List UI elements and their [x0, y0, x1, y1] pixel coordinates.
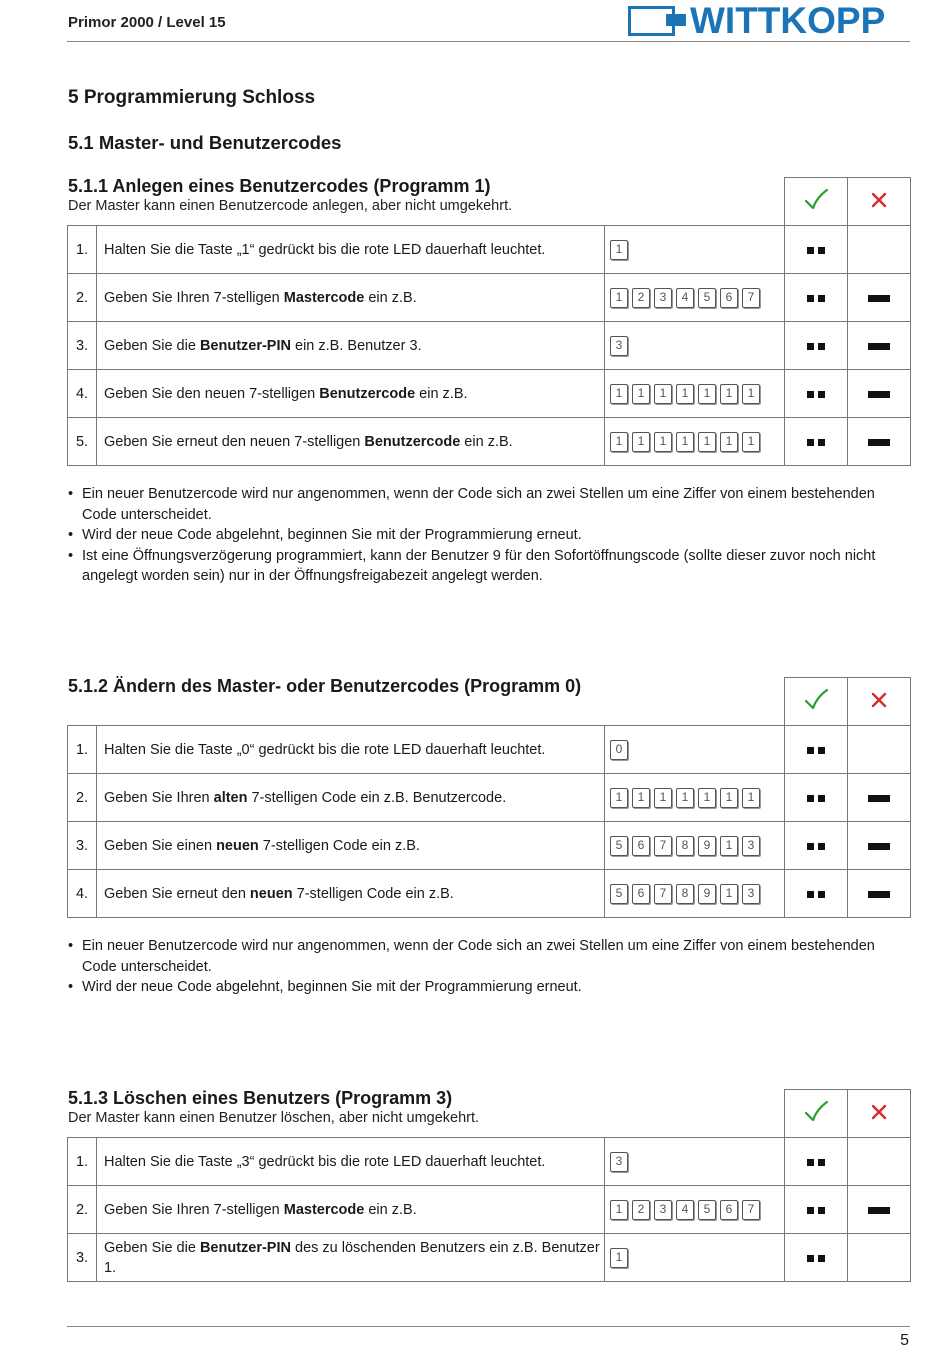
led-blink-icon: [805, 242, 827, 258]
error-signal: [848, 870, 911, 918]
cross-icon: [870, 191, 888, 209]
keypad-key-icon: 7: [654, 884, 672, 904]
success-column-header: [785, 1090, 848, 1138]
keypad-key-icon: 1: [676, 384, 694, 404]
keypad-key-icon: 0: [610, 740, 628, 760]
keypad-sequence: [605, 774, 785, 822]
header-title: Primor 2000 / Level 15: [68, 14, 226, 31]
keypad-key-icon: 2: [632, 288, 650, 308]
keypad-sequence: [605, 1234, 785, 1282]
s3-title: 5.1.3 Löschen eines Benutzers (Programm 3): [68, 1088, 453, 1108]
success-signal: [785, 226, 848, 274]
led-blink-icon: [805, 886, 827, 902]
led-blink-icon: [805, 386, 827, 402]
s1-title: 5.1.1 Anlegen eines Benutzercodes (Programm 1): [68, 176, 491, 196]
keypad-key-icon: 3: [610, 1152, 628, 1172]
step-row: [68, 322, 911, 370]
keypad-key-icon: 4: [676, 288, 694, 308]
step-number: 4.: [68, 870, 97, 918]
led-blink-icon: [805, 338, 827, 354]
error-signal: [848, 1138, 911, 1186]
keypad-key-icon: 3: [610, 336, 628, 356]
keypad-key-icon: 1: [698, 432, 716, 452]
led-long-icon: [868, 795, 890, 802]
error-column-header: [848, 678, 911, 726]
s3-subtitle: Der Master kann einen Benutzer löschen, aber nicht umgekehrt.: [68, 1110, 480, 1126]
keypad-key-icon: 1: [654, 788, 672, 808]
keypad-key-icon: 3: [654, 288, 672, 308]
error-signal: [848, 1234, 911, 1282]
error-signal: [848, 274, 911, 322]
led-long-icon: [868, 843, 890, 850]
error-signal: [848, 726, 911, 774]
note-item: • Wird der neue Code abgelehnt, beginnen Sie mit der Programmierung erneut.: [68, 977, 908, 998]
keypad-key-icon: 7: [742, 288, 760, 308]
error-signal: [848, 418, 911, 466]
footer-divider: [67, 1326, 910, 1327]
keypad-key-icon: 1: [610, 288, 628, 308]
keypad-key-icon: 1: [698, 788, 716, 808]
keypad-key-icon: 1: [610, 1200, 628, 1220]
keypad-key-icon: 5: [698, 1200, 716, 1220]
note-item: • Wird der neue Code abgelehnt, beginnen Sie mit der Programmierung erneut.: [68, 525, 908, 546]
keypad-sequence: [605, 726, 785, 774]
keypad-key-icon: 5: [610, 884, 628, 904]
success-signal: [785, 1138, 848, 1186]
error-column-header: [848, 1090, 911, 1138]
error-signal: [848, 226, 911, 274]
led-blink-icon: [805, 290, 827, 306]
error-column-header: [848, 178, 911, 226]
step-row: [68, 418, 911, 466]
error-signal: [848, 1186, 911, 1234]
step-text: Geben Sie den neuen 7-stelligen Benutzercode ein z.B.: [97, 370, 605, 418]
cross-icon: [870, 1103, 888, 1121]
error-signal: [848, 322, 911, 370]
brand-logo: [628, 0, 886, 41]
step-number: 2.: [68, 274, 97, 322]
keypad-key-icon: 1: [742, 432, 760, 452]
success-signal: [785, 1186, 848, 1234]
step-text: Halten Sie die Taste „0“ gedrückt bis die rote LED dauerhaft leuchtet.: [97, 726, 605, 774]
note-item: • Ein neuer Benutzercode wird nur angenommen, wenn der Code sich an zwei Stellen um eine Ziffer von einem bestehenden Code unterscheidet.: [68, 936, 908, 977]
keypad-sequence: [605, 1138, 785, 1186]
keypad-sequence: [605, 418, 785, 466]
s2-title: 5.1.2 Ändern des Master- oder Benutzercodes (Programm 0): [68, 676, 582, 696]
led-blink-icon: [805, 742, 827, 758]
step-text: Geben Sie Ihren 7-stelligen Mastercode ein z.B.: [97, 274, 605, 322]
keypad-sequence: [605, 1186, 785, 1234]
check-icon: [803, 687, 829, 713]
led-blink-icon: [805, 838, 827, 854]
step-row: [68, 870, 911, 918]
keypad-key-icon: 6: [632, 884, 650, 904]
led-long-icon: [868, 891, 890, 898]
cross-icon: [870, 691, 888, 709]
led-blink-icon: [805, 1202, 827, 1218]
note-item: • Ein neuer Benutzercode wird nur angenommen, wenn der Code sich an zwei Stellen um eine Ziffer von einem bestehenden Code unterscheidet.: [68, 484, 908, 525]
keypad-key-icon: 6: [720, 288, 738, 308]
keypad-key-icon: 1: [676, 788, 694, 808]
success-column-header: [785, 178, 848, 226]
keypad-sequence: [605, 274, 785, 322]
step-text: Halten Sie die Taste „3“ gedrückt bis die rote LED dauerhaft leuchtet.: [97, 1138, 605, 1186]
led-long-icon: [868, 391, 890, 398]
keypad-key-icon: 8: [676, 836, 694, 856]
step-number: 1.: [68, 726, 97, 774]
keypad-key-icon: 1: [632, 788, 650, 808]
step-text: Geben Sie einen neuen 7-stelligen Code ein z.B.: [97, 822, 605, 870]
header-divider: [67, 41, 910, 42]
note-item: • Ist eine Öffnungsverzögerung programmiert, kann der Benutzer 9 für den Sofortöffnungscode (sollte dieser zuvor noch nicht angelegt worden sein) nur in der Öffnungsfreigabezeit angelegt werden.: [68, 546, 908, 587]
keypad-key-icon: 1: [720, 884, 738, 904]
keypad-sequence: [605, 226, 785, 274]
led-blink-icon: [805, 1250, 827, 1266]
logo-mark-icon: [628, 6, 688, 36]
keypad-key-icon: 1: [654, 384, 672, 404]
keypad-key-icon: 1: [610, 1248, 628, 1268]
error-signal: [848, 370, 911, 418]
step-row: [68, 370, 911, 418]
step-row: [68, 1138, 911, 1186]
keypad-key-icon: 3: [742, 884, 760, 904]
check-icon: [803, 187, 829, 213]
keypad-sequence: [605, 822, 785, 870]
step-number: 3.: [68, 322, 97, 370]
step-row: [68, 822, 911, 870]
keypad-key-icon: 1: [610, 240, 628, 260]
step-number: 1.: [68, 1138, 97, 1186]
success-column-header: [785, 678, 848, 726]
step-row: [68, 1186, 911, 1234]
keypad-sequence: [605, 322, 785, 370]
success-signal: [785, 870, 848, 918]
step-row: [68, 226, 911, 274]
keypad-sequence: [605, 370, 785, 418]
success-signal: [785, 822, 848, 870]
s2-steps-table: [67, 677, 911, 918]
step-text: Geben Sie erneut den neuen 7-stelligen Code ein z.B.: [97, 870, 605, 918]
keypad-key-icon: 1: [720, 432, 738, 452]
step-number: 3.: [68, 1234, 97, 1282]
keypad-key-icon: 1: [720, 384, 738, 404]
led-long-icon: [868, 1207, 890, 1214]
keypad-key-icon: 5: [698, 288, 716, 308]
error-signal: [848, 774, 911, 822]
keypad-key-icon: 3: [654, 1200, 672, 1220]
keypad-key-icon: 4: [676, 1200, 694, 1220]
keypad-key-icon: 6: [720, 1200, 738, 1220]
step-row: [68, 774, 911, 822]
keypad-key-icon: 8: [676, 884, 694, 904]
success-signal: [785, 274, 848, 322]
s3-steps-table: [67, 1089, 911, 1282]
logo-text: WITTKOPP: [690, 0, 886, 41]
keypad-key-icon: 1: [676, 432, 694, 452]
s1-steps-table: [67, 177, 911, 466]
step-number: 5.: [68, 418, 97, 466]
keypad-key-icon: 6: [632, 836, 650, 856]
keypad-key-icon: 1: [720, 788, 738, 808]
step-text: Geben Sie die Benutzer-PIN ein z.B. Benutzer 3.: [97, 322, 605, 370]
keypad-key-icon: 3: [742, 836, 760, 856]
keypad-key-icon: 7: [654, 836, 672, 856]
success-signal: [785, 370, 848, 418]
led-long-icon: [868, 295, 890, 302]
led-blink-icon: [805, 790, 827, 806]
keypad-key-icon: 1: [720, 836, 738, 856]
step-number: 4.: [68, 370, 97, 418]
success-signal: [785, 322, 848, 370]
keypad-key-icon: 1: [654, 432, 672, 452]
led-long-icon: [868, 439, 890, 446]
step-row: [68, 274, 911, 322]
step-text: Halten Sie die Taste „1“ gedrückt bis die rote LED dauerhaft leuchtet.: [97, 226, 605, 274]
step-text: Geben Sie Ihren 7-stelligen Mastercode ein z.B.: [97, 1186, 605, 1234]
keypad-key-icon: 1: [698, 384, 716, 404]
keypad-key-icon: 2: [632, 1200, 650, 1220]
step-number: 2.: [68, 774, 97, 822]
step-number: 1.: [68, 226, 97, 274]
chapter-title: 5 Programmierung Schloss: [68, 87, 316, 108]
keypad-key-icon: 9: [698, 836, 716, 856]
s2-notes: [68, 936, 908, 998]
check-icon: [803, 1099, 829, 1125]
success-signal: [785, 418, 848, 466]
page-number: 5: [900, 1332, 909, 1349]
section-title: 5.1 Master- und Benutzercodes: [68, 132, 342, 153]
keypad-key-icon: 1: [610, 432, 628, 452]
keypad-sequence: [605, 870, 785, 918]
step-row: [68, 1234, 911, 1282]
step-text: Geben Sie erneut den neuen 7-stelligen Benutzercode ein z.B.: [97, 418, 605, 466]
keypad-key-icon: 1: [742, 788, 760, 808]
led-blink-icon: [805, 434, 827, 450]
keypad-key-icon: 1: [610, 384, 628, 404]
step-text: Geben Sie die Benutzer-PIN des zu löschenden Benutzers ein z.B. Benutzer 1.: [97, 1234, 605, 1282]
keypad-key-icon: 1: [632, 384, 650, 404]
led-long-icon: [868, 343, 890, 350]
success-signal: [785, 1234, 848, 1282]
keypad-key-icon: 7: [742, 1200, 760, 1220]
keypad-key-icon: 1: [632, 432, 650, 452]
success-signal: [785, 726, 848, 774]
error-signal: [848, 822, 911, 870]
step-number: 3.: [68, 822, 97, 870]
keypad-key-icon: 1: [610, 788, 628, 808]
s1-subtitle: Der Master kann einen Benutzercode anlegen, aber nicht umgekehrt.: [68, 198, 513, 214]
s1-notes: [68, 484, 908, 587]
led-blink-icon: [805, 1154, 827, 1170]
keypad-key-icon: 1: [742, 384, 760, 404]
keypad-key-icon: 9: [698, 884, 716, 904]
step-row: [68, 726, 911, 774]
success-signal: [785, 774, 848, 822]
keypad-key-icon: 5: [610, 836, 628, 856]
step-number: 2.: [68, 1186, 97, 1234]
step-text: Geben Sie Ihren alten 7-stelligen Code ein z.B. Benutzercode.: [97, 774, 605, 822]
